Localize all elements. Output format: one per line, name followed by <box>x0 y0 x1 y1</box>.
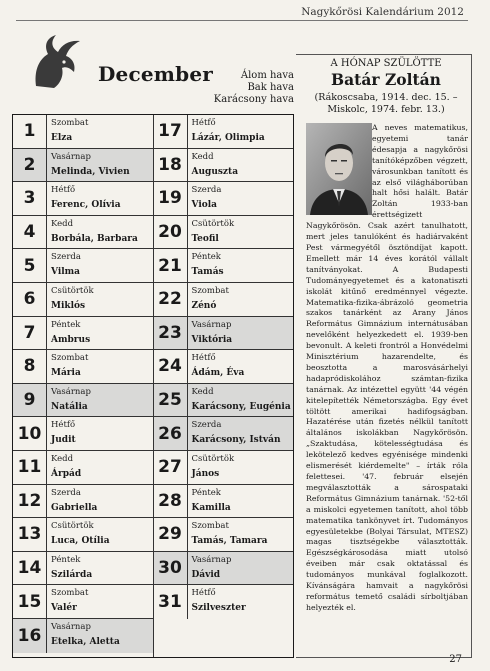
weekday-name: Hétfő <box>191 588 216 599</box>
day-row <box>13 552 153 586</box>
portrait-photo <box>306 123 372 215</box>
weekday-name: Szombat <box>51 353 89 364</box>
day-row <box>154 585 294 619</box>
name-day-names: Ferenc, Olívia <box>51 200 121 211</box>
day-number: 1 <box>13 115 47 148</box>
weekday-name: Vasárnap <box>191 554 232 565</box>
born-person-name: Batár Zoltán <box>331 70 441 89</box>
day-row <box>154 451 294 485</box>
day-row <box>13 149 153 183</box>
name-day-names: Valér <box>51 603 77 614</box>
day-number: 11 <box>13 451 47 484</box>
name-day-names: Árpád <box>51 468 82 479</box>
day-info <box>188 552 294 585</box>
day-row <box>13 619 153 653</box>
name-day-names: Judit <box>51 435 76 446</box>
weekday-name: Péntek <box>51 319 81 330</box>
day-row <box>154 350 294 384</box>
day-info <box>188 149 294 182</box>
name-day-names: Viktória <box>191 334 233 345</box>
day-number: 14 <box>13 552 47 585</box>
calendar-column-left <box>13 115 154 657</box>
name-day-names: János <box>191 468 220 479</box>
day-row <box>13 417 153 451</box>
day-row <box>154 485 294 519</box>
weekday-name: Péntek <box>191 252 221 263</box>
alt-name: Álom hava <box>240 70 294 81</box>
name-day-names: Ádám, Éva <box>191 368 245 379</box>
weekday-name: Vasárnap <box>51 386 91 397</box>
day-row <box>13 249 153 283</box>
day-info <box>47 417 153 450</box>
capricorn-goat-icon <box>30 32 84 90</box>
day-info <box>188 283 294 316</box>
day-info <box>188 350 294 383</box>
day-row <box>154 417 294 451</box>
weekday-name: Szombat <box>191 285 229 296</box>
day-row <box>154 384 294 418</box>
name-day-names: Szilveszter <box>191 603 246 614</box>
header-rule <box>16 20 468 21</box>
weekday-name: Kedd <box>51 453 74 464</box>
weekday-name: Hétfő <box>51 185 76 196</box>
calendar-column-right <box>154 115 294 657</box>
day-info <box>188 451 294 484</box>
day-info <box>47 619 153 653</box>
alt-name: Bak hava <box>247 82 294 93</box>
day-row <box>154 249 294 283</box>
running-header: Nagykőrösi Kalendárium 2012 <box>301 6 464 18</box>
day-number: 27 <box>154 451 188 484</box>
biography-text: A neves matematikus, egyetemi tanár édesapja a nagykőrösi tanítóképzőben végzett, városunkban tanított és az első világháborúban halt hősi halált. Batár Zoltán 1933-ban érettségizett Nagykőrösön. Csak azért tanulhatott, mert jeles tanulóként és hadiárvaként Pest vármegyétől ösztöndíjat kapott. Emellett már 14 éves korától vállalt tanítványokat. A Budapesti Tudományegyetemet és a katonatiszti iskolát kitűnő eredménnyel végezte. Matematika-fizika-ábrázoló geometria szakos tanárként az Arany János Református Gimnázium internátusában nevelőként helyezkedett el. 1939-ben bevonult. A keleti frontról a Honvédelmi Minisztérium hazarendelte, és beosztotta a marosvásárhelyi hadapródiskolához számtan-fizika tanárnak. Az intézettel együtt '44 végén kitelepítették Németországba. Egy évet töltött amerikai hadifogságban. Hazatérése után fizetés nélkül tanított általános iskolákban Nagykőrösön. „Szaktudása, kötelességtudása és lekötelező kedves egyénisége mindenki elismerését kiérdemelte" – írták róla felettesei. '47. február elsején megválasztották a sárospataki Református Gimnázium tanárnak. '52-től a miskolci egyetemen tanított, ahol több matematika tankönyvet írt. Tudományos egyesületekbe (Bolyai Társulat, MTESZ) magas tisztségekbe választották. Egészségkárosodása miatt utolsó éveiben már csak oktatással és tudományos munkával foglalkozott. Kívánságára hamvait a nagykőrösi református temető családi sírboltjában helyezték el. <box>306 123 468 612</box>
day-row <box>13 317 153 351</box>
day-info <box>47 149 153 182</box>
day-number: 17 <box>154 115 188 148</box>
name-day-names: Zénó <box>191 300 217 311</box>
day-number: 2 <box>13 149 47 182</box>
day-info <box>47 350 153 383</box>
month-alt-names <box>214 70 294 106</box>
day-number: 29 <box>154 518 188 551</box>
weekday-name: Szerda <box>51 487 81 498</box>
name-day-names: Viola <box>191 200 217 211</box>
day-info <box>47 518 153 551</box>
weekday-name: Péntek <box>191 487 221 498</box>
day-number: 8 <box>13 350 47 383</box>
weekday-name: Szombat <box>191 521 229 532</box>
day-number: 19 <box>154 182 188 215</box>
day-row <box>13 518 153 552</box>
day-info <box>188 115 294 148</box>
weekday-name: Hétfő <box>51 420 76 431</box>
day-number: 13 <box>13 518 47 551</box>
day-row <box>13 182 153 216</box>
weekday-name: Hétfő <box>191 353 216 364</box>
day-row <box>154 518 294 552</box>
weekday-name: Csütörtök <box>191 453 235 464</box>
born-section-label: A HÓNAP SZÜLÖTTE <box>330 58 442 69</box>
alt-name: Karácsony hava <box>213 94 294 105</box>
day-info <box>47 451 153 484</box>
day-number: 3 <box>13 182 47 215</box>
day-number: 16 <box>13 619 47 653</box>
day-info <box>47 182 153 215</box>
month-title: December <box>98 62 213 86</box>
name-day-names: Szilárda <box>51 569 93 580</box>
day-number: 23 <box>154 317 188 350</box>
day-info <box>47 283 153 316</box>
day-row <box>154 216 294 250</box>
born-person-dates: (Rákoscsaba, 1914. dec. 15. – Miskolc, 1974. febr. 13.) <box>314 92 458 115</box>
day-number: 25 <box>154 384 188 417</box>
day-info <box>188 485 294 518</box>
day-info <box>188 585 294 619</box>
name-day-names: Mária <box>51 368 81 379</box>
day-row <box>13 283 153 317</box>
day-info <box>47 585 153 618</box>
name-day-names: Borbála, Barbara <box>51 233 138 244</box>
weekday-name: Péntek <box>51 554 81 565</box>
name-day-names: Dávid <box>191 569 221 580</box>
day-number: 7 <box>13 317 47 350</box>
day-info <box>188 518 294 551</box>
day-number: 21 <box>154 249 188 282</box>
day-number: 28 <box>154 485 188 518</box>
day-info <box>47 485 153 518</box>
day-row <box>13 451 153 485</box>
day-info <box>47 216 153 249</box>
day-row <box>154 149 294 183</box>
day-number: 5 <box>13 249 47 282</box>
weekday-name: Szerda <box>191 185 222 196</box>
day-info <box>47 249 153 282</box>
day-row <box>154 115 294 149</box>
weekday-name: Vasárnap <box>191 319 232 330</box>
day-number: 10 <box>13 417 47 450</box>
weekday-name: Szerda <box>191 420 222 431</box>
weekday-name: Csütörtök <box>191 218 235 229</box>
name-day-names: Lázár, Olimpia <box>191 133 265 143</box>
day-number: 12 <box>13 485 47 518</box>
weekday-name: Csütörtök <box>51 285 94 296</box>
weekday-name: Szombat <box>51 588 89 599</box>
day-info <box>47 115 153 148</box>
day-info <box>188 417 294 450</box>
day-info <box>47 552 153 585</box>
weekday-name: Vasárnap <box>51 151 91 162</box>
weekday-name: Csütörtök <box>51 521 94 532</box>
name-day-names: Gabriella <box>51 502 98 513</box>
day-number: 18 <box>154 149 188 182</box>
day-number: 31 <box>154 585 188 619</box>
day-number: 26 <box>154 417 188 450</box>
name-day-names: Tamás, Tamara <box>191 536 268 547</box>
biography-article <box>306 123 468 653</box>
day-number: 30 <box>154 552 188 585</box>
weekday-name: Kedd <box>191 151 214 162</box>
day-number: 4 <box>13 216 47 249</box>
name-day-names: Luca, Otília <box>51 536 110 547</box>
day-row <box>154 182 294 216</box>
day-row <box>154 317 294 351</box>
weekday-name: Szerda <box>51 252 81 263</box>
day-info <box>188 249 294 282</box>
day-row <box>154 552 294 586</box>
name-day-names: Miklós <box>51 300 86 311</box>
weekday-name: Kedd <box>51 218 74 229</box>
day-number: 24 <box>154 350 188 383</box>
calendar-grid <box>12 114 294 658</box>
day-number: 20 <box>154 216 188 249</box>
day-number: 15 <box>13 585 47 618</box>
name-day-names: Teofil <box>191 233 219 244</box>
day-row <box>13 384 153 418</box>
day-info <box>188 182 294 215</box>
page-number: 27 <box>449 654 462 665</box>
day-row <box>154 283 294 317</box>
name-day-names: Tamás <box>191 267 224 278</box>
name-day-names: Etelka, Aletta <box>51 636 120 647</box>
day-number: 6 <box>13 283 47 316</box>
day-info <box>188 216 294 249</box>
name-day-names: Natália <box>51 401 88 412</box>
day-row <box>13 585 153 619</box>
day-row <box>13 115 153 149</box>
name-day-names: Karácsony, István <box>191 435 281 446</box>
day-row <box>13 485 153 519</box>
day-number: 9 <box>13 384 47 417</box>
day-row <box>13 350 153 384</box>
name-day-names: Vilma <box>51 267 81 278</box>
name-day-names: Elza <box>51 133 73 143</box>
day-row <box>13 216 153 250</box>
name-day-names: Kamilla <box>191 502 231 513</box>
name-day-names: Karácsony, Eugénia <box>191 401 291 412</box>
weekday-name: Vasárnap <box>51 621 91 632</box>
day-info <box>47 384 153 417</box>
name-day-names: Auguszta <box>191 166 239 177</box>
name-day-names: Melinda, Vivien <box>51 166 130 177</box>
weekday-name: Hétfő <box>191 118 216 128</box>
day-info <box>188 317 294 350</box>
day-info <box>188 384 294 417</box>
day-number: 22 <box>154 283 188 316</box>
weekday-name: Szombat <box>51 118 89 128</box>
name-day-names: Ambrus <box>51 334 91 345</box>
weekday-name: Kedd <box>191 386 214 397</box>
day-info <box>47 317 153 350</box>
